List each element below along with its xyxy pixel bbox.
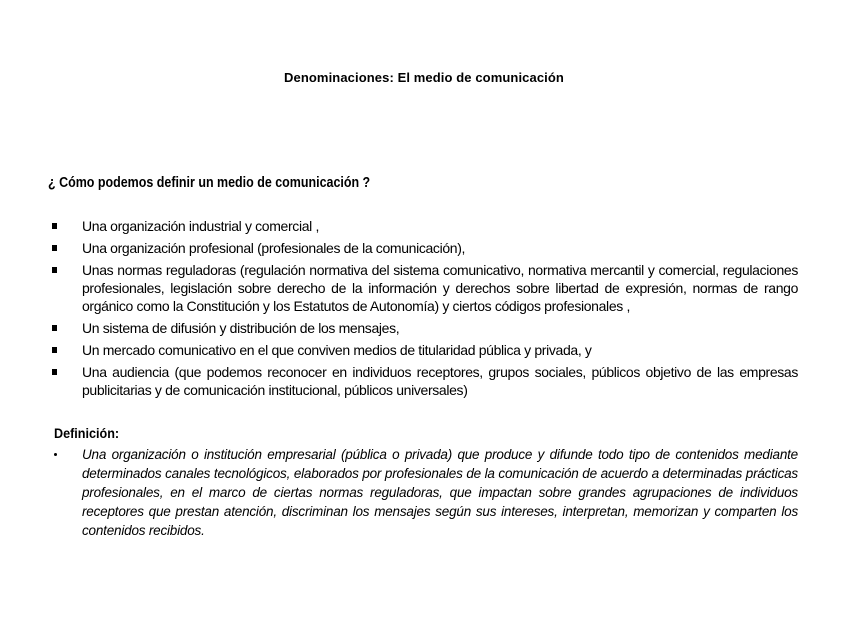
list-item-text: Una organización industrial y comercial , <box>82 218 319 234</box>
square-bullet-icon <box>52 223 57 229</box>
list-item <box>48 217 798 235</box>
page-title: Denominaciones: El medio de comunicación <box>284 70 564 85</box>
list-item-text: Un sistema de difusión y distribución de los mensajes, <box>82 320 400 336</box>
question-heading: ¿ Cómo podemos definir un medio de comunicación ? <box>48 175 371 191</box>
bullet-list <box>48 217 798 403</box>
definition-text: Una organización o institución empresarial (pública o privada) que produce y difunde todo tipo de contenidos mediante determinados canales tecnológicos, elaborados por profesionales de la comunicación de acuerdo a determinadas prácticas profesionales, en el marco de ciertas normas reguladoras, que impactan sobre grandes agrupaciones de individuos receptores que prestan atención, discriminan los mensajes según sus intereses, interpretan, memorizan y comparten los contenidos recibidos. <box>82 447 798 538</box>
round-bullet-icon <box>54 453 57 456</box>
list-item-text: Una organización profesional (profesionales de la comunicación), <box>82 240 466 256</box>
list-item-text: Unas normas reguladoras (regulación normativa del sistema comunicativo, normativa mercantil y comercial, regulaciones profesionales, legislación sobre derecho de la información y derechos sobre libertad de expresión, normas de rango orgánico como la Constitución y los Estatutos de Autonomía) y ciertos códigos profesionales , <box>82 262 798 314</box>
list-item <box>48 319 798 337</box>
definition-heading: Definición: <box>54 425 120 441</box>
list-item <box>48 341 798 359</box>
square-bullet-icon <box>52 347 57 353</box>
list-item <box>48 363 798 399</box>
list-item-text: Un mercado comunicativo en el que conviven medios de titularidad pública y privada, y <box>82 342 592 358</box>
list-item <box>48 239 798 257</box>
list-item-text: Una audiencia (que podemos reconocer en individuos receptores, grupos sociales, públicos objetivo de las empresas publicitarias y de comunicación institucional, públicos universales) <box>82 364 798 398</box>
square-bullet-icon <box>52 245 57 251</box>
definition-block <box>48 445 798 540</box>
list-item <box>48 261 798 315</box>
square-bullet-icon <box>52 267 57 273</box>
square-bullet-icon <box>52 369 57 375</box>
square-bullet-icon <box>52 325 57 331</box>
